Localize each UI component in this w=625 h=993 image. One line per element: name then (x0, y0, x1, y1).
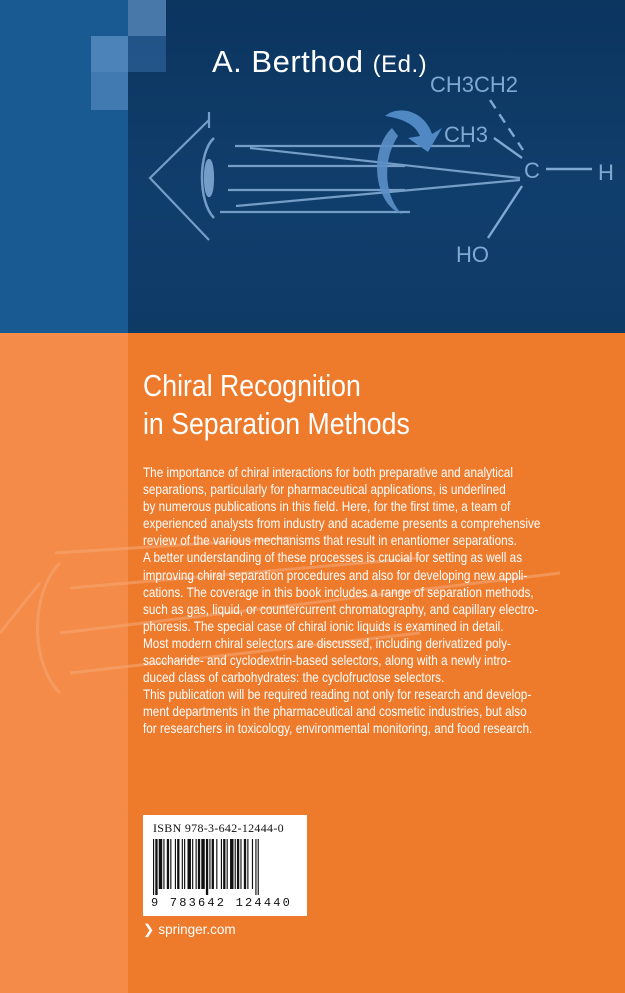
barcode-bar (192, 839, 193, 889)
barcode-bar (182, 839, 183, 889)
author-text: A. Berthod (212, 44, 364, 79)
description-line: cations. The coverage in this book includes a range of separation methods, (143, 584, 534, 600)
book-description (143, 464, 567, 738)
description-line: ment departments in the pharmaceutical and cosmetic industries, but also (143, 704, 527, 720)
barcode-bar (159, 839, 162, 889)
book-title (143, 367, 539, 443)
rotation-arrow-icon (377, 110, 442, 214)
editor-tag: (Ed.) (372, 51, 428, 78)
barcode-bar (240, 839, 241, 889)
publisher-link-text: springer.com (158, 922, 236, 937)
description-line: phoresis. The special case of chiral ionic liquids is examined in detail. (143, 618, 504, 634)
barcode-icon (151, 839, 303, 895)
barcode-bar (227, 839, 228, 889)
barcode-bar (196, 839, 197, 889)
publisher-link[interactable] (143, 922, 236, 938)
barcode-bar (221, 839, 222, 889)
barcode-bar (212, 839, 214, 889)
barcode-bar (155, 839, 157, 895)
eye-icon (150, 120, 209, 240)
description-line: by numerous publications in this field. Here, for the first time, a team of (143, 499, 511, 515)
title-line: Chiral Recognition (143, 368, 361, 403)
description-line: duced class of carbohydrates: the cyclofructose selectors. (143, 670, 445, 686)
isbn-label: ISBN 978-3-642-12444-0 (153, 821, 284, 835)
barcode-bar (201, 839, 204, 889)
barcode-bar (216, 839, 217, 889)
description-line: separations, particularly for pharmaceutical applications, is underlined (143, 482, 506, 498)
barcode-bar (153, 839, 154, 895)
label-ch3ch2: CH3CH2 (430, 72, 519, 97)
barcode-bar (255, 839, 256, 895)
barcode-bar (163, 839, 164, 889)
barcode-bar (247, 839, 248, 889)
description-line: improving chiral separation procedures and also for developing new appli- (143, 567, 528, 583)
barcode-bar (184, 839, 185, 889)
description-line: This publication will be required reading not only for research and develop- (143, 687, 532, 703)
barcode-bar (209, 839, 210, 889)
description-line: The importance of chiral interactions for both preparative and analytical (143, 465, 513, 480)
barcode-bar (188, 839, 191, 889)
barcode-bar (230, 839, 233, 889)
barcode-bar (170, 839, 171, 889)
label-ch3: CH3 (444, 122, 489, 147)
label-ho: HO (456, 242, 489, 267)
description-line: A better understanding of these processes is crucial for setting as well as (143, 550, 523, 566)
description-line: Most modern chiral selectors are discussed, including derivatized poly- (143, 635, 511, 651)
description-line: such as gas, liquid, or countercurrent chromatography, and capillary electro- (143, 601, 539, 617)
barcode-bar (206, 839, 208, 895)
author-name (212, 44, 427, 80)
barcode-bar (237, 839, 239, 889)
label-h: H (598, 160, 614, 185)
description-line: experienced analysts from industry and academe presents a comprehensive (143, 516, 541, 532)
barcode-bar (167, 839, 169, 889)
barcode-bar (175, 839, 176, 889)
barcode-bar (223, 839, 225, 889)
barcode-bar (235, 839, 236, 889)
barcode-digits: 9 783642 124440 (151, 896, 293, 910)
description-line: review of the various mechanisms that result in enantiomer separations. (143, 533, 517, 549)
label-c: C (524, 158, 540, 183)
title-line: in Separation Methods (143, 406, 410, 441)
description-line: saccharide- and cyclodextrin-based selectors, along with a newly intro- (143, 653, 511, 669)
barcode-bar (258, 839, 259, 895)
barcode-bar (252, 839, 253, 889)
barcode-bar (244, 839, 246, 889)
description-line: for researchers in toxicology, environmental monitoring, and food research. (143, 721, 533, 737)
barcode-bar (177, 839, 179, 889)
chevron-right-icon: ❯ (143, 922, 155, 937)
barcode-bar (198, 839, 200, 889)
